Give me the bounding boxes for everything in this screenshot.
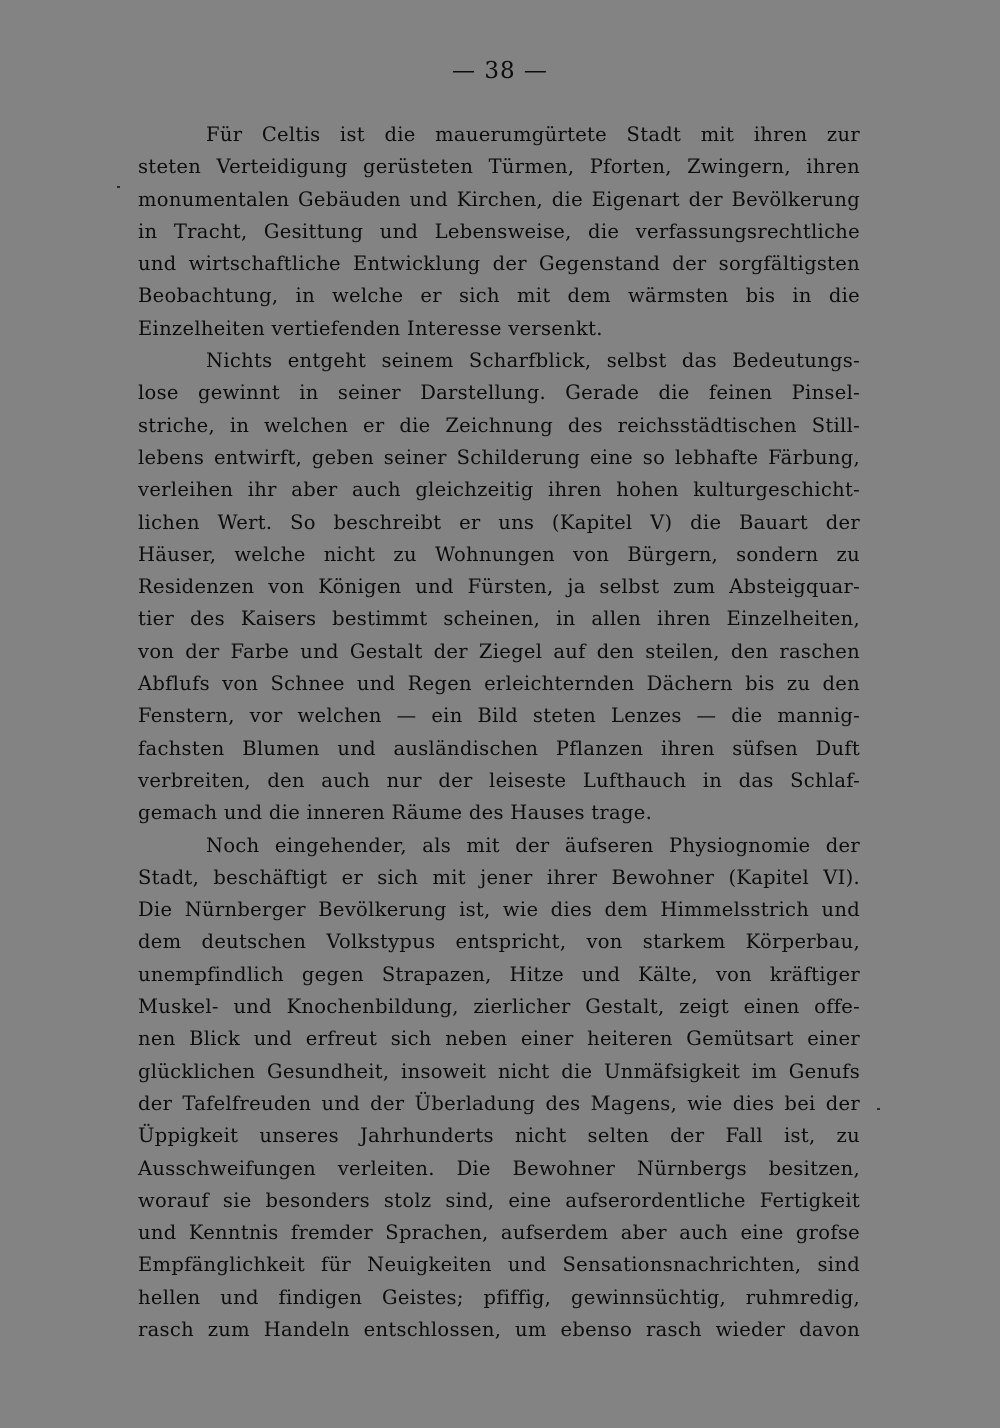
- text-line: Residenzen von Königen und Fürsten, ja selbst zum Absteigquar-: [138, 575, 860, 599]
- text-line: tier des Kaisers bestimmt scheinen, in allen ihren Einzelheiten,: [138, 607, 860, 631]
- text-line: striche, in welchen er die Zeichnung des reichsstädtischen Still-: [138, 413, 860, 437]
- text-line: fachsten Blumen und ausländischen Pflanzen ihren süfsen Duft: [138, 736, 860, 760]
- text-line: Muskel- und Knochenbildung, zierlicher Gestalt, zeigt einen offe-: [138, 995, 860, 1019]
- text-line: glücklichen Gesundheit, insoweit nicht die Unmäfsigkeit im Genufs: [138, 1059, 860, 1083]
- text-line: Üppigkeit unseres Jahrhunderts nicht selten der Fall ist, zu: [138, 1124, 860, 1148]
- text-line: hellen und findigen Geistes; pfiffig, gewinnsüchtig, ruhmredig,: [138, 1285, 860, 1309]
- text-line: von der Farbe und Gestalt der Ziegel auf den steilen, den raschen: [138, 639, 860, 663]
- text-line: verleihen ihr aber auch gleichzeitig ihren hohen kulturgeschicht-: [138, 478, 860, 502]
- text-line: Stadt, beschäftigt er sich mit jener ihrer Bewohner (Kapitel VI).: [138, 865, 860, 889]
- text-line: und Kenntnis fremder Sprachen, aufserdem aber auch eine grofse: [138, 1221, 860, 1245]
- text-line: der Tafelfreuden und der Überladung des Magens, wie dies bei der: [138, 1091, 860, 1115]
- text-line: Empfänglichkeit für Neuigkeiten und Sensationsnachrichten, sind: [138, 1253, 860, 1277]
- text-line: Einzelheiten vertiefenden Interesse versenkt.: [138, 316, 603, 340]
- text-line: lose gewinnt in seiner Darstellung. Gerade die feinen Pinsel-: [138, 381, 860, 405]
- text-line: Die Nürnberger Bevölkerung ist, wie dies dem Himmelsstrich und: [138, 898, 860, 922]
- text-line: Häuser, welche nicht zu Wohnungen von Bürgern, sondern zu: [138, 542, 860, 566]
- text-line: unempfindlich gegen Strapazen, Hitze und Kälte, von kräftiger: [138, 962, 860, 986]
- scan-speck: [877, 1108, 880, 1110]
- text-line: dem deutschen Volkstypus entspricht, von starkem Körperbau,: [138, 930, 860, 954]
- text-line: Ausschweifungen verleiten. Die Bewohner Nürnbergs besitzen,: [138, 1156, 860, 1180]
- text-line: in Tracht, Gesittung und Lebensweise, die verfassungsrechtliche: [138, 219, 860, 243]
- text-line: monumentalen Gebäuden und Kirchen, die Eigenart der Bevölkerung: [138, 187, 860, 211]
- text-line: Fenstern, vor welchen — ein Bild steten Lenzes — die mannig-: [138, 704, 860, 728]
- text-line: und wirtschaftliche Entwicklung der Gegenstand der sorgfältigsten: [138, 252, 860, 276]
- text-line: Beobachtung, in welche er sich mit dem wärmsten bis in die: [138, 284, 860, 308]
- text-line: gemach und die inneren Räume des Hauses trage.: [138, 801, 653, 825]
- text-line: lichen Wert. So beschreibt er uns (Kapitel V) die Bauart der: [138, 510, 860, 534]
- page-number: — 38 —: [452, 58, 548, 84]
- text-line: Für Celtis ist die mauerumgürtete Stadt mit ihren zur: [206, 123, 860, 146]
- text-line: Noch eingehender, als mit der äufseren Physiognomie der: [206, 833, 860, 857]
- text-line: lebens entwirft, geben seiner Schilderung eine so lebhafte Färbung,: [138, 445, 860, 469]
- text-line: steten Verteidigung gerüsteten Türmen, Pforten, Zwingern, ihren: [138, 155, 860, 179]
- text-line: Nichts entgeht seinem Scharfblick, selbst das Bedeutungs-: [206, 349, 860, 373]
- body-text: [138, 119, 860, 1346]
- text-line: worauf sie besonders stolz sind, eine aufserordentliche Fertigkeit: [138, 1188, 860, 1212]
- text-line: Abflufs von Schnee und Regen erleichternden Dächern bis zu den: [138, 672, 860, 696]
- scan-speck: [117, 186, 120, 188]
- text-line: verbreiten, den auch nur der leiseste Lufthauch in das Schlaf-: [138, 768, 860, 792]
- text-line: rasch zum Handeln entschlossen, um ebenso rasch wieder davon: [138, 1317, 860, 1341]
- text-line: nen Blick und erfreut sich neben einer heiteren Gemütsart einer: [138, 1027, 860, 1051]
